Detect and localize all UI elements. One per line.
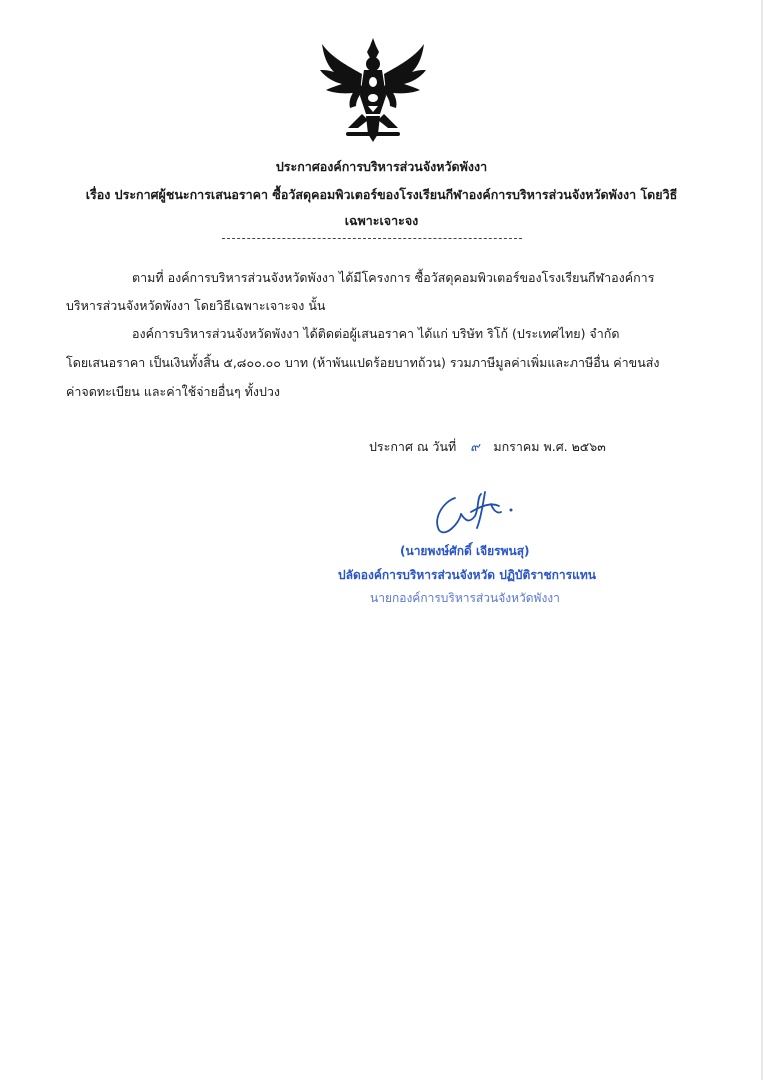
paragraph-2-line-3: ค่าจดทะเบียน และค่าใช้จ่ายอื่นๆ ทั้งปวง [66, 384, 281, 399]
org-announcement-title: ประกาศองค์การบริหารส่วนจังหวัดพังงา [275, 159, 488, 174]
handwritten-signature [425, 484, 525, 544]
signer-title: นายกองค์การบริหารส่วนจังหวัดพังงา [370, 591, 560, 605]
subject-line-1: เรื่อง ประกาศผู้ชนะการเสนอราคา ซื้อวัสดุคอมพิวเตอร์ของโรงเรียนกีฬาองค์การบริหารส่วนจังหวัดพังงา โดยวิธี [85, 187, 678, 202]
paragraph-2-line-2: โดยเสนอราคา เป็นเงินทั้งสิ้น ๕,๘๐๐.๐๐ บาท (ห้าพันแปดร้อยบาทถ้วน) รวมภาษีมูลค่าเพิ่มและภาษีอื่น ค่าขนส่ง [66, 355, 660, 370]
separator-line [222, 238, 522, 239]
signer-name: (นายพงษ์ศักดิ์ เจียรพนสุ) [400, 544, 530, 558]
announcement-date [369, 439, 606, 455]
subject-line-2: เฉพาะเจาะจง [344, 213, 419, 228]
date-month-year: มกราคม พ.ศ. ๒๕๖๓ [493, 439, 606, 454]
garuda-emblem [318, 36, 428, 146]
paragraph-2-line-1: องค์การบริหารส่วนจังหวัดพังงา ได้ติดต่อผู้เสนอราคา ได้แก่ บริษัท ริโก้ (ประเทศไทย) จำกัด [132, 326, 620, 341]
signer-position: ปลัดองค์การบริหารส่วนจังหวัด ปฏิบัติราชการแทน [338, 568, 596, 582]
date-prefix: ประกาศ ณ วันที่ [369, 439, 457, 454]
paragraph-1-line-2: บริหารส่วนจังหวัดพังงา โดยวิธีเฉพาะเจาะจง นั้น [66, 298, 326, 313]
date-day: ๙ [470, 439, 480, 454]
paragraph-1-line-1: ตามที่ องค์การบริหารส่วนจังหวัดพังงา ได้มีโครงการ ซื้อวัสดุคอมพิวเตอร์ของโรงเรียนกีฬาองค์การ [132, 270, 655, 285]
